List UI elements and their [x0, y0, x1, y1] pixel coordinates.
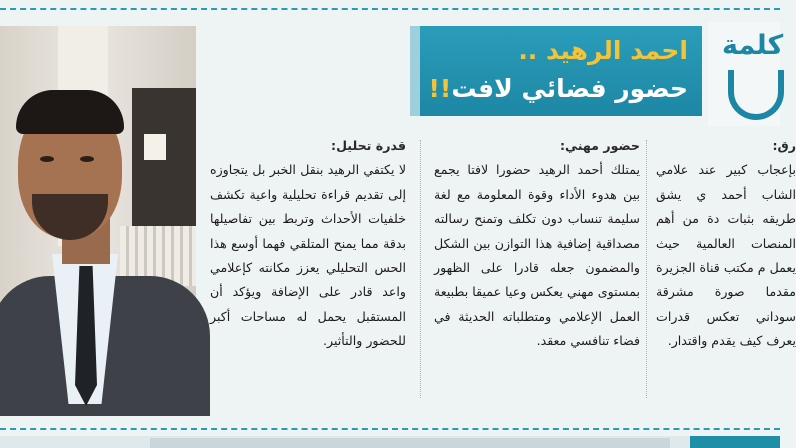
- top-dashed-border: [0, 8, 780, 10]
- column-divider: [646, 140, 647, 398]
- bottom-band: [0, 436, 780, 448]
- photo-light: [144, 134, 166, 160]
- headline-subtitle-text: حضور فضائي لافت: [451, 74, 688, 103]
- column-divider: [420, 140, 421, 398]
- headline-accent-strip: [410, 26, 420, 116]
- headline-exclamation: !!: [428, 74, 452, 103]
- headline-box: [420, 26, 702, 116]
- column-intro-body: بإعجاب كبير عند علامي الشاب أحمد ي يشق طريقه بثبات دة من أهم المنصات العالمية حيث يعمل م مكتب قناة الجزيرة مقدما صورة مشرقة سوداني تعكس قدرات يعرف كيف يقدم واقتدار.: [656, 162, 796, 349]
- photo-eye-left: [40, 156, 54, 162]
- column-presence-body: يمتلك أحمد الرهيد حضورا لافتا يجمع بين هدوء الأداء وقوة المعلومة مع لغة سليمة تنساب دون تكلف وتمنح رسالته مصداقية إضافية هذا التوازن بين الشكل والمضمون جعله قادرا على الظهور بمستوى مهني يعكس وعيا عميقا بطبيعة العمل الإعلامي ومتطلباته الحديثة في فضاء تنافسي معقد.: [434, 162, 640, 349]
- column-professional-presence: [434, 134, 640, 404]
- column-presence-heading: حضور مهني:: [559, 138, 640, 153]
- headline-subtitle: [429, 74, 688, 103]
- column-intro: [656, 134, 796, 404]
- portrait-photo: [0, 26, 196, 402]
- column-intro-heading: رق:: [772, 138, 796, 153]
- bottom-dashed-border: [0, 428, 780, 430]
- column-analysis-body: لا يكتفي الرهيد بنقل الخبر بل يتجاوزه إلى تقديم قراءة تحليلية واعية تكشف خلفيات الأحداث وتربط بين تفاصيلها بدقة مما يمنح المتلقي فهما أوسع هذا الحس التحليلي يعزز مكانته كإعلامي واعد قادر على الإضافة ويؤكد أن المستقبل يحمل له مساحات أكبر للحضور والتأثير.: [210, 162, 406, 349]
- section-label: كلمة: [722, 30, 784, 61]
- bottom-band-tab: [690, 436, 780, 448]
- photo-eye-right: [80, 156, 94, 162]
- headline-name-text: احمد الرهيد ..: [518, 36, 688, 65]
- photo-hair: [16, 90, 124, 134]
- column-analysis-heading: قدرة تحليل:: [331, 138, 406, 153]
- photo-doorway: [132, 88, 196, 238]
- headline-name: [518, 36, 688, 65]
- bottom-band-mid: [150, 438, 670, 448]
- column-analysis: [210, 134, 406, 404]
